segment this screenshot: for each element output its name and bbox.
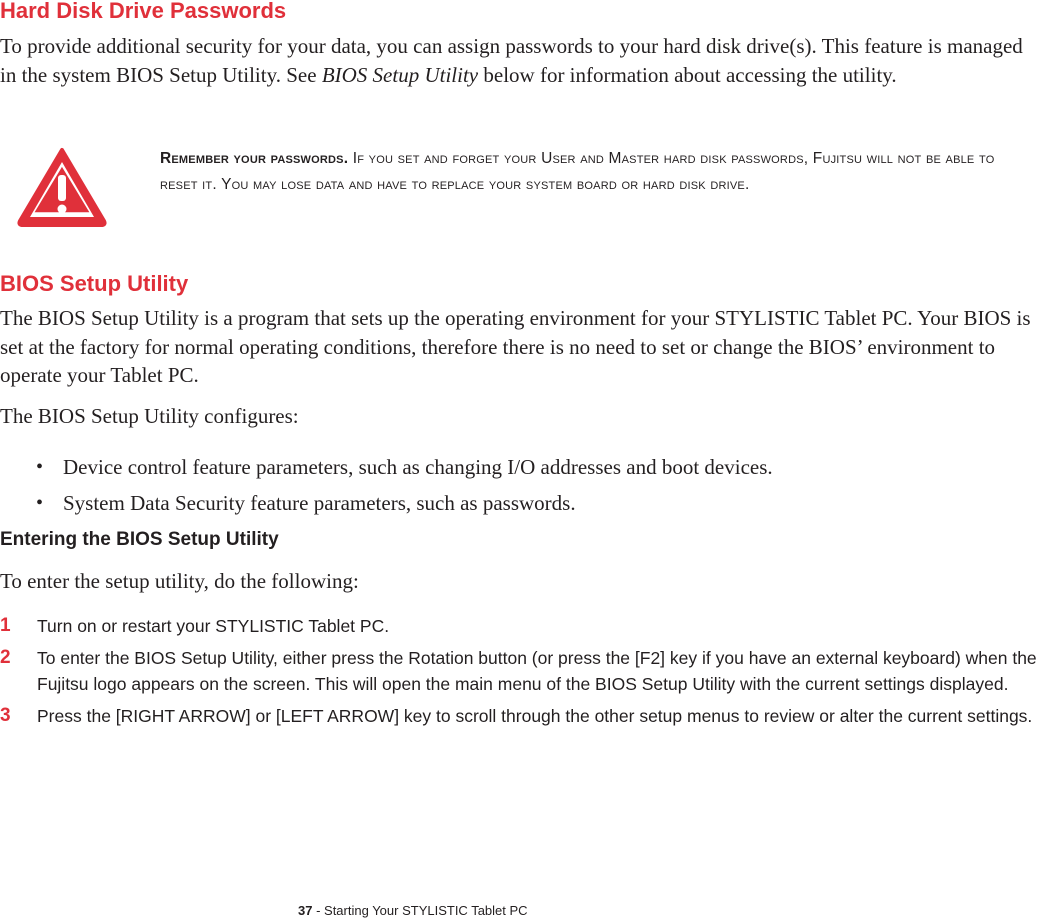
heading-hard-disk-passwords: Hard Disk Drive Passwords (0, 0, 287, 23)
warning-triangle-icon (16, 145, 108, 227)
paragraph-entering-intro: To enter the setup utility, do the following: (0, 569, 359, 593)
step-item (0, 645, 1039, 697)
list-item: • System Data Security feature parameters, such as passwords. (0, 485, 1030, 521)
paragraph-bios-description: The BIOS Setup Utility is a program that sets up the operating environment for your STYLISTIC Tablet PC. Your BIOS is set at the factory for normal operating conditions, therefore there is no need to set or change the BIOS’ environment to operate your Tablet PC. (0, 306, 1031, 387)
step-number: 2 (0, 647, 11, 668)
step-text: Turn on or restart your STYLISTIC Tablet PC. (37, 616, 390, 636)
bios-configures-list (0, 449, 1030, 521)
heading-entering-bios: Entering the BIOS Setup Utility (0, 529, 279, 550)
para-text-end: below for information about accessing the utility. (478, 62, 897, 87)
step-item (0, 613, 1039, 639)
warning-body: If you set and forget your User and Master hard disk passwords, Fujitsu will not be able to reset it. You may lose data and have to replace your system board or hard disk drive. (160, 150, 995, 193)
heading-bios-setup-utility: BIOS Setup Utility (0, 271, 189, 296)
list-item: • Device control feature parameters, such as changing I/O addresses and boot devices. (0, 449, 1030, 485)
page-number: 37 (298, 903, 313, 918)
warning-lead: Remember your passwords. (160, 150, 349, 167)
footer-text: - Starting Your STYLISTIC Tablet PC (312, 903, 528, 918)
bullet-icon: • (36, 456, 44, 478)
para-text-start: To provide additional security for your data, you can assign passwords to your hard disk drive(s). This feature is managed in the system BIOS Setup Utility. See (0, 34, 1023, 87)
bios-setup-reference: BIOS Setup Utility (321, 62, 479, 87)
step-number: 3 (0, 705, 11, 726)
warning-note (160, 146, 1030, 198)
paragraph-bios-configures: The BIOS Setup Utility configures: (0, 404, 299, 428)
bullet-icon: • (36, 492, 44, 514)
steps-list (0, 613, 1039, 735)
page-footer (298, 903, 528, 919)
step-text: Press the [RIGHT ARROW] or [LEFT ARROW] key to scroll through the other setup menus to review or alter the current settings. (37, 706, 1033, 726)
paragraph-hdd-passwords (0, 32, 1036, 89)
step-item (0, 703, 1039, 729)
step-number: 1 (0, 615, 11, 636)
step-text: To enter the BIOS Setup Utility, either press the Rotation button (or press the [F2] key if you have an external keyboard) when the Fujitsu logo appears on the screen. This will open the main menu of the BIOS Setup Utility with the current settings displayed. (37, 648, 1037, 694)
